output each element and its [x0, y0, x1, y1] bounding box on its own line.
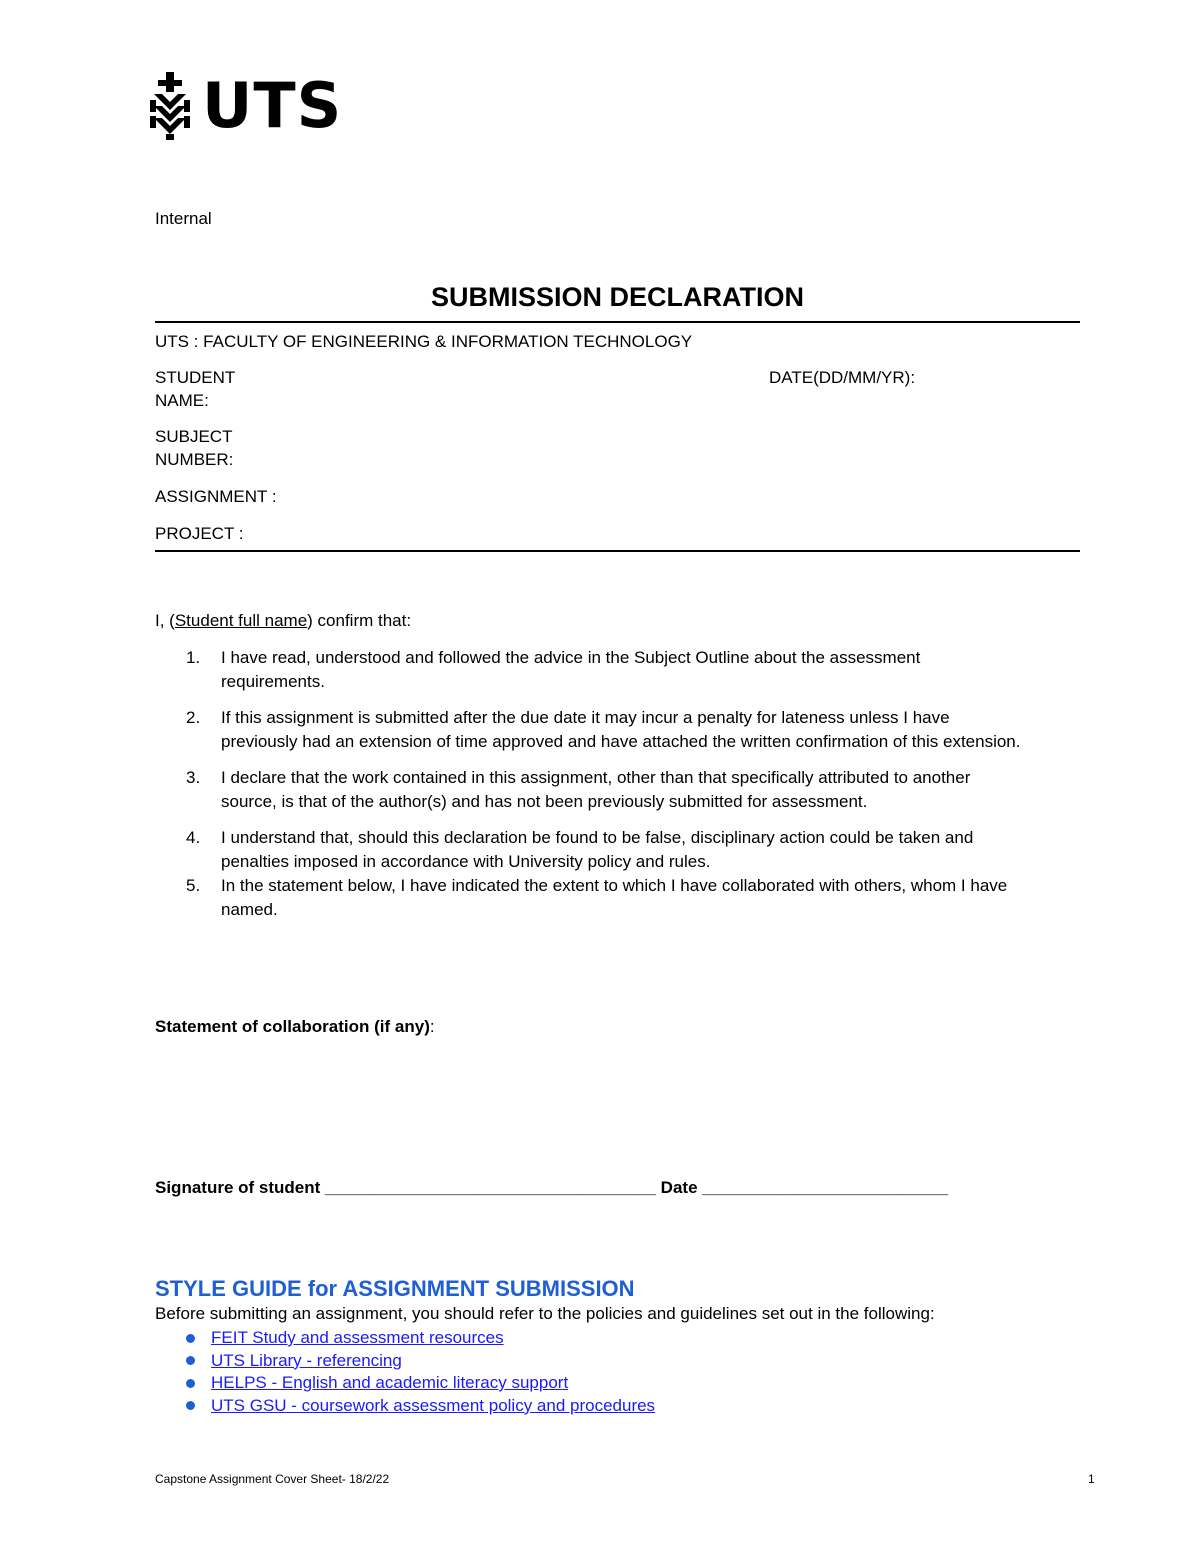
signature-blank: ___________________________________: [325, 1178, 656, 1197]
classification-label: Internal: [155, 209, 212, 228]
collaboration-statement-label: [155, 1017, 435, 1037]
declaration-item-text: In the statement below, I have indicated the extent to which I have collaborated with others, whom I have: [221, 876, 1008, 895]
declaration-item-number: 5.: [186, 876, 201, 895]
declaration-item: [186, 766, 1096, 814]
style-guide-heading: STYLE GUIDE for ASSIGNMENT SUBMISSION: [155, 1276, 635, 1301]
bullet-icon: [186, 1379, 195, 1388]
collaboration-colon: :: [429, 1017, 435, 1036]
student-full-name-placeholder: Student full name: [174, 611, 308, 630]
declaration-item: [186, 706, 1096, 754]
divider-top: [155, 321, 1080, 323]
collaboration-label-text: Statement of collaboration (if any): [155, 1017, 430, 1036]
declaration-item-number: 1.: [186, 648, 201, 667]
subject-number-label-line1: SUBJECT: [155, 427, 233, 446]
declaration-item-text: penalties imposed in accordance with University policy and rules.: [221, 852, 711, 871]
student-name-label-line2: NAME:: [155, 391, 209, 410]
declaration-item-text: I have read, understood and followed the advice in the Subject Outline about the assessment: [221, 648, 921, 667]
uts-logo: [150, 69, 343, 142]
link-uts-library-referencing[interactable]: UTS Library - referencing: [211, 1350, 402, 1370]
declaration-item: [186, 874, 1096, 922]
declaration-item-text: previously had an extension of time approved and have attached the written confirmation of this extension.: [221, 732, 1021, 751]
footer-text: Capstone Assignment Cover Sheet- 18/2/22: [155, 1472, 390, 1486]
signature-date-label: Date: [660, 1178, 698, 1197]
bullet-icon: [186, 1356, 195, 1365]
bullet-icon: [186, 1401, 195, 1410]
confirmation-suffix: ) confirm that:: [307, 611, 412, 630]
signature-line: [155, 1178, 948, 1198]
signature-label: Signature of student: [155, 1178, 321, 1197]
declaration-item-number: 2.: [186, 708, 201, 727]
student-name-label: [155, 366, 235, 412]
declaration-item: [186, 646, 1096, 694]
style-guide-intro: Before submitting an assignment, you should refer to the policies and guidelines set out in the following:: [155, 1304, 935, 1323]
list-item: [186, 1327, 655, 1350]
divider-bottom: [155, 550, 1080, 552]
list-item: [186, 1372, 655, 1395]
declaration-item-text: If this assignment is submitted after the due date it may incur a penalty for lateness unless I have: [221, 708, 950, 727]
student-name-label-line1: STUDENT: [155, 368, 236, 387]
list-item: [186, 1395, 655, 1418]
faculty-line: UTS : FACULTY OF ENGINEERING & INFORMATION TECHNOLOGY: [155, 332, 693, 351]
style-guide-links: [186, 1327, 655, 1417]
page-number: 1: [1088, 1472, 1095, 1486]
declaration-item-text: I understand that, should this declaration be found to be false, disciplinary action could be taken and: [221, 828, 974, 847]
page-title: SUBMISSION DECLARATION: [430, 282, 804, 312]
subject-number-label-line2: NUMBER:: [155, 450, 234, 469]
declaration-item-text: I declare that the work contained in this assignment, other than that specifically attributed to another: [221, 768, 971, 787]
link-feit-resources[interactable]: FEIT Study and assessment resources: [211, 1328, 504, 1347]
bullet-icon: [186, 1334, 195, 1343]
declaration-item-text: named.: [221, 900, 278, 919]
declaration-item-text: requirements.: [221, 672, 325, 691]
link-uts-gsu[interactable]: UTS GSU - coursework assessment policy and procedures: [211, 1395, 656, 1415]
date-label: DATE(DD/MM/YR):: [769, 368, 916, 387]
project-label: PROJECT :: [155, 524, 244, 543]
declaration-item-number: 3.: [186, 768, 201, 787]
signature-date-blank: __________________________: [702, 1178, 949, 1197]
assignment-label: ASSIGNMENT :: [155, 487, 277, 506]
confirmation-intro: [155, 611, 411, 631]
declaration-item-number: 4.: [186, 828, 201, 847]
confirmation-prefix: I, (: [155, 611, 175, 630]
link-helps[interactable]: HELPS - English and academic literacy support: [211, 1373, 569, 1392]
declaration-item: [186, 826, 1096, 874]
logo-text: UTS: [202, 69, 343, 142]
list-item: [186, 1350, 655, 1373]
uts-crest-icon: [150, 72, 190, 140]
subject-number-label: [155, 425, 233, 471]
declaration-item-text: source, is that of the author(s) and has not been previously submitted for assessment.: [221, 792, 868, 811]
